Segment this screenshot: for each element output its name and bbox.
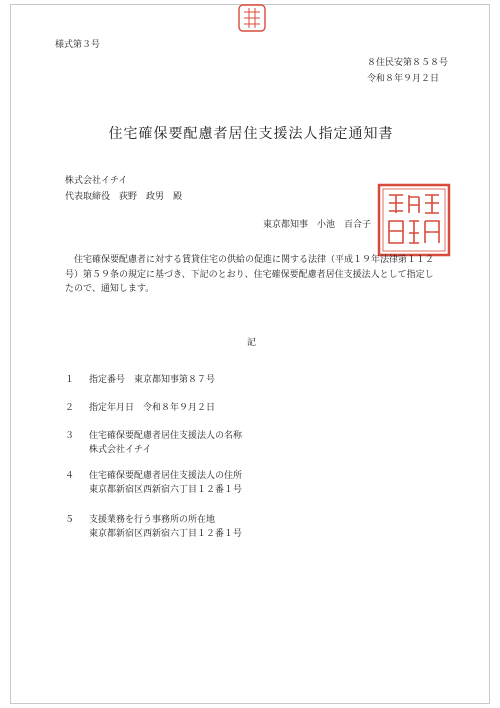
list-item [65, 373, 215, 387]
list-item [65, 401, 215, 415]
body-paragraph: 住宅確保要配慮者に対する賃貸住宅の供給の促進に関する法律（平成１９年法律第１１２号）第５９条の規定に基づき、下記のとおり、住宅確保要配慮者居住支援法人として指定したので、通知します。 [65, 255, 435, 294]
item-subtext: 東京都新宿区西新宿六丁目１２番１号 [89, 529, 243, 539]
list-item [65, 513, 242, 541]
ki-heading: 記 [247, 338, 257, 348]
item-number: １ [65, 375, 75, 385]
item-text: 支援業務を行う事務所の所在地 [89, 515, 216, 525]
item-number: ２ [65, 403, 75, 413]
list-item [65, 429, 242, 457]
item-number: ３ [65, 431, 75, 441]
official-seal [377, 183, 451, 257]
item-number: ５ [65, 515, 75, 525]
list-item [65, 469, 242, 497]
issuer-name: 東京都知事 小池 百合子 [263, 220, 372, 230]
official-seal-icon [377, 183, 451, 257]
reference-date: 令和８年９月２日 [367, 74, 440, 84]
document-page [10, 4, 490, 704]
item-subtext: 株式会社イチイ [89, 445, 152, 455]
item-text: 指定年月日 令和８年９月２日 [89, 403, 216, 413]
form-number: 様式第３号 [55, 40, 101, 50]
item-text: 住宅確保要配慮者居住支援法人の住所 [89, 471, 243, 481]
addressee-representative: 代表取締役 荻野 政男 殿 [65, 192, 183, 202]
item-text: 住宅確保要配慮者居住支援法人の名称 [89, 431, 243, 441]
item-subtext: 東京都新宿区西新宿六丁目１２番１号 [89, 485, 243, 495]
top-seal-icon [237, 3, 267, 33]
addressee-company: 株式会社イチイ [65, 176, 128, 186]
item-text: 指定番号 東京都知事第８７号 [89, 375, 216, 385]
item-number: ４ [65, 471, 75, 481]
page-title: 住宅確保要配慮者居住支援法人指定通知書 [108, 126, 394, 142]
reference-number: ８住民安第８５８号 [367, 58, 449, 68]
